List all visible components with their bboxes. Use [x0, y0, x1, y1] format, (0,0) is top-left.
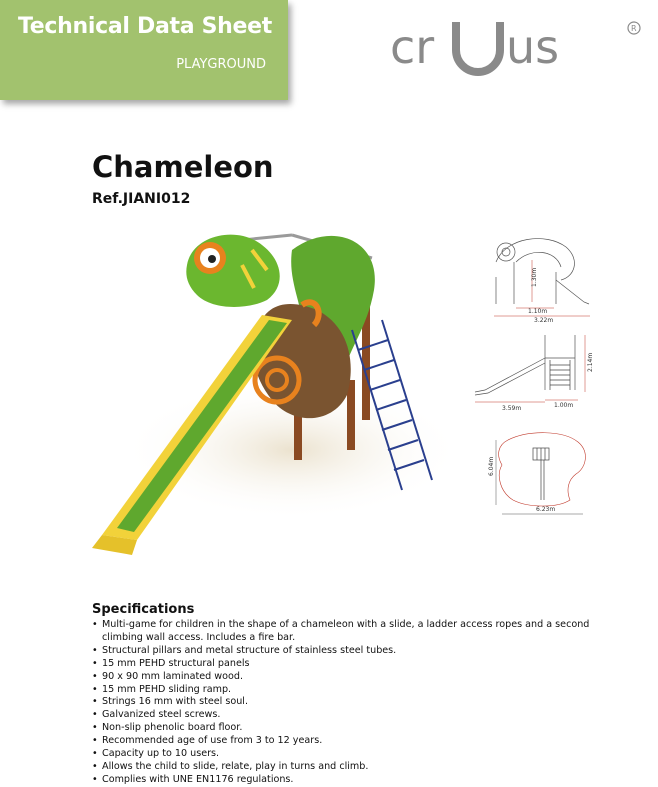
front-total-width-dim: 3.22m	[534, 317, 554, 322]
svg-text:us: us	[506, 20, 560, 74]
header-title: Technical Data Sheet	[18, 14, 272, 39]
header-subtitle: PLAYGROUND	[176, 57, 266, 72]
front-inner-width-dim: 1.10m	[528, 308, 548, 315]
plan-depth-dim: 6.04m	[488, 456, 495, 476]
specifications-list	[92, 619, 612, 787]
plan-width-dim: 6.23m	[536, 506, 556, 513]
spec-item: • Galvanized steel screws.	[92, 709, 612, 722]
spec-item: • Structural pillars and metal structure of stainless steel tubes.	[92, 645, 612, 658]
svg-text:R: R	[631, 24, 637, 33]
spec-item: • Recommended age of use from 3 to 12 years.	[92, 735, 612, 748]
spec-item: • Allows the child to slide, relate, play in turns and climb.	[92, 761, 612, 774]
front-view-drawing	[486, 232, 596, 322]
spec-item: • Complies with UNE EN1176 regulations.	[92, 774, 612, 787]
spec-item: • Multi-game for children in the shape of a chameleon with a slide, a ladder access ropes and a second climbing wall access. Includes a fire bar.	[92, 619, 612, 645]
specifications-heading: Specifications	[92, 602, 195, 617]
spec-item: • Capacity up to 10 users.	[92, 748, 612, 761]
product-title: Chameleon	[92, 150, 274, 184]
header-banner	[0, 0, 288, 100]
chameleon-playground-illustration	[62, 210, 472, 560]
spec-item: • 15 mm PEHD structural panels	[92, 658, 612, 671]
side-depth-dim: 1.00m	[554, 402, 574, 409]
spec-item: • 90 x 90 mm laminated wood.	[92, 671, 612, 684]
plan-view-drawing	[488, 430, 596, 520]
side-height-dim: 2.14m	[587, 352, 594, 372]
crous-logo	[388, 6, 648, 82]
svg-text:cr: cr	[390, 20, 435, 74]
spec-item: • Non-slip phenolic board floor.	[92, 722, 612, 735]
front-height-dim: 1.30m	[531, 267, 538, 287]
spec-item: • Strings 16 mm with steel soul.	[92, 696, 612, 709]
spec-item: • 15 mm PEHD sliding ramp.	[92, 684, 612, 697]
product-reference: Ref.JIANI012	[92, 191, 191, 207]
side-length-dim: 3.59m	[502, 405, 522, 412]
side-view-drawing	[470, 330, 600, 415]
